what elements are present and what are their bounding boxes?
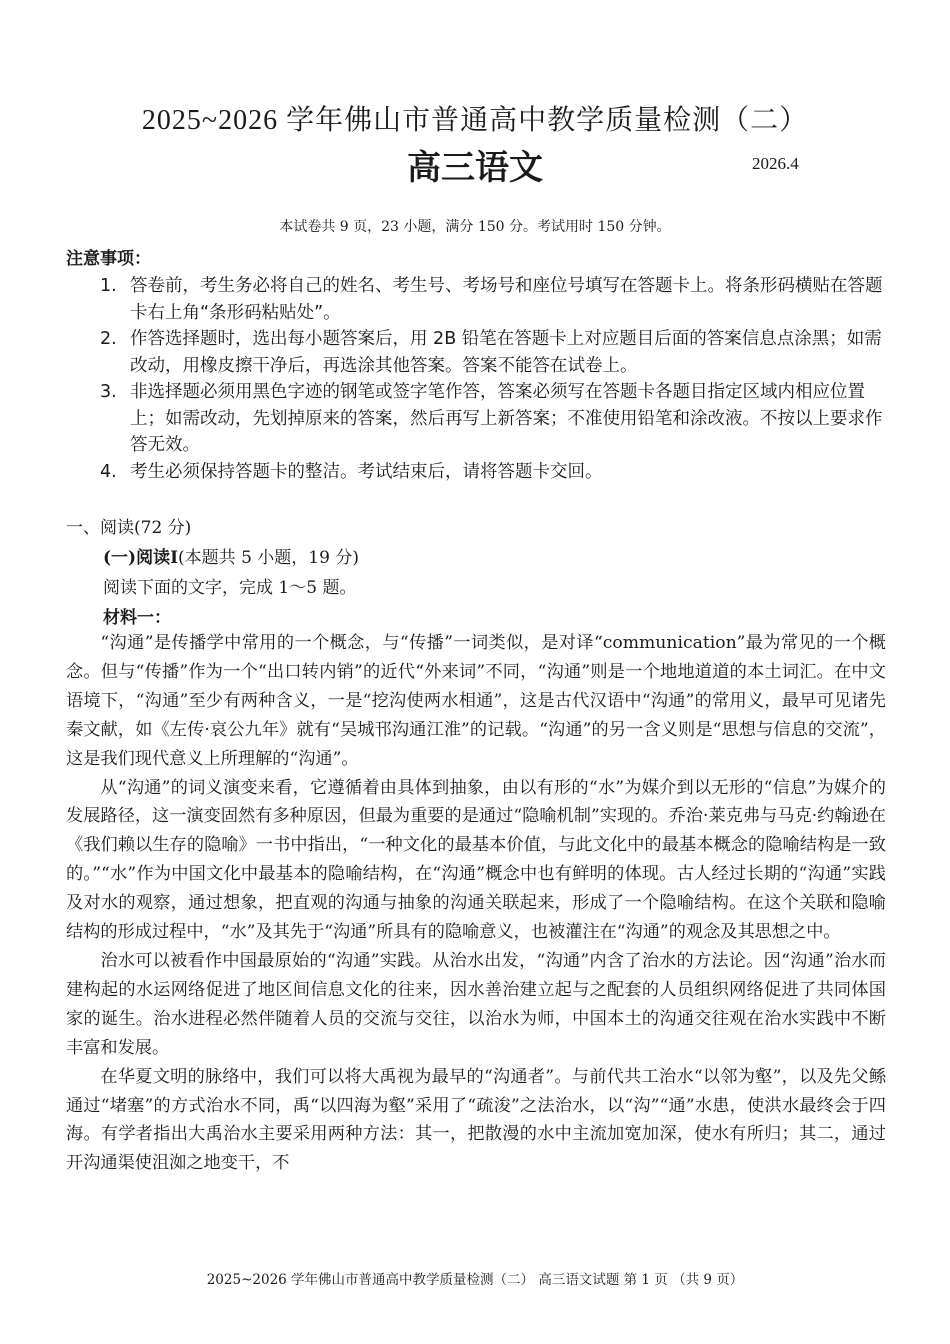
exam-date: 2026.4 — [752, 154, 799, 173]
notes-list — [100, 273, 890, 485]
note-text: 非选择题必须用黑色字迹的钢笔或签字笔作答，答案必须写在答题卡各题目指定区域内相应位置上；如需改动，先划掉原来的答案，然后再写上新答案；不准使用铅笔和涂改液。不按以上要求作答无效。 — [130, 382, 883, 455]
note-item — [100, 326, 890, 379]
note-number: 2. — [100, 329, 117, 349]
subsection-label: (一)阅读Ⅰ — [103, 548, 179, 568]
paragraph: 治水可以被看作中国最原始的“沟通”实践。从治水出发，“沟通”内含了治水的方法论。因“沟通”治水而建构起的水运网络促进了地区间信息文化的往来，因水善治建立起与之配套的人员组织网络促进了共同体国家的诞生。治水进程必然伴随着人员的交流与交往，以治水为师，中国本土的沟通交往观在治水实践中不断丰富和发展。 — [66, 950, 886, 1058]
note-text: 考生必须保持答题卡的整洁。考试结束后，请将答题卡交回。 — [130, 461, 603, 482]
material-label: 材料一： — [103, 608, 171, 628]
notes-title: 注意事项： — [66, 249, 151, 269]
subsection-detail: (本题共 5 小题，19 分) — [178, 548, 359, 568]
material-text — [66, 629, 886, 1178]
note-item — [100, 459, 890, 486]
exam-info: 本试卷共 9 页，23 小题，满分 150 分。考试用时 150 分钟。 — [279, 219, 671, 235]
paragraph: 在华夏文明的脉络中，我们可以将大禹视为最早的“沟通者”。与前代共工治水“以邻为壑”，以及先父鲧通过“堵塞”的方式治水不同，禹“以四海为壑”采用了“疏浚”之法治水，以“沟”“通”水患，使洪水最终会于四海。有学者指出大禹治水主要采用两种方法：其一，把散漫的水中主流加宽加深，使水有所归；其二，通过开沟通渠使沮洳之地变干，不 — [66, 1066, 886, 1174]
paragraph: 从“沟通”的词义演变来看，它遵循着由具体到抽象，由以有形的“水”为媒介到以无形的“信息”为媒介的发展路径，这一演变固然有多种原因，但最为重要的是通过“隐喻机制”实现的。乔治·莱克弗与马克·约翰逊在《我们赖以生存的隐喻》一书中指出，“一种文化的最基本价值，与此文化中的最基本概念的隐喻结构是一致的。”“水”作为中国文化中最基本的隐喻结构，在“沟通”概念中也有鲜明的体现。古人经过长期的“沟通”实践及对水的观察，通过想象，把直观的沟通与抽象的沟通关联起来，形成了一个隐喻结构。在这个关联和隐喻结构的形成过程中，“水”及其先于“沟通”所具有的隐喻意义，也被灌注在“沟通”的观念及其思想之中。 — [66, 777, 886, 943]
subject-title: 高三语文 — [407, 148, 543, 188]
note-item — [100, 379, 890, 459]
subsection-heading — [103, 543, 359, 568]
note-text: 答卷前，考生务必将自己的姓名、考生号、考场号和座位号填写在答题卡上。将条形码横贴在答题卡右上角“条形码粘贴处”。 — [130, 276, 883, 323]
paragraph: “沟通”是传播学中常用的一个概念，与“传播”一词类似，是对译“communication”最为常见的一个概念。但与“传播”作为一个“出口转内销”的近代“外来词”不同，“沟通”则是一个地地道道的本土词汇。在中文语境下，“沟通”至少有两种含义，一是“挖沟使两水相通”，这是古代汉语中“沟通”的常用义，最早可见诸先秦文献，如《左传·哀公九年》就有“吴城邗沟通江淮”的记载。“沟通”的另一含义则是“思想与信息的交流”，这是我们现代意义上所理解的“沟通”。 — [66, 633, 886, 769]
section-heading: 一、阅读(72 分) — [66, 518, 192, 538]
note-number: 3. — [100, 382, 117, 402]
note-text: 作答选择题时，选出每小题答案后，用 2B 铅笔在答题卡上对应题目后面的答案信息点涂黑；如需改动，用橡皮擦干净后，再选涂其他答案。答案不能答在试卷上。 — [130, 329, 882, 376]
reading-instruction: 阅读下面的文字，完成 1～5 题。 — [103, 578, 357, 598]
note-number: 4. — [100, 461, 117, 482]
note-number: 1. — [100, 276, 117, 296]
page-footer: 2025~2026 学年佛山市普通高中教学质量检测（二） 高三语文试题 第 1 页 （共 9 页） — [206, 1272, 744, 1288]
exam-title: 2025~2026 学年佛山市普通高中教学质量检测（二） — [141, 105, 809, 136]
note-item — [100, 273, 890, 326]
